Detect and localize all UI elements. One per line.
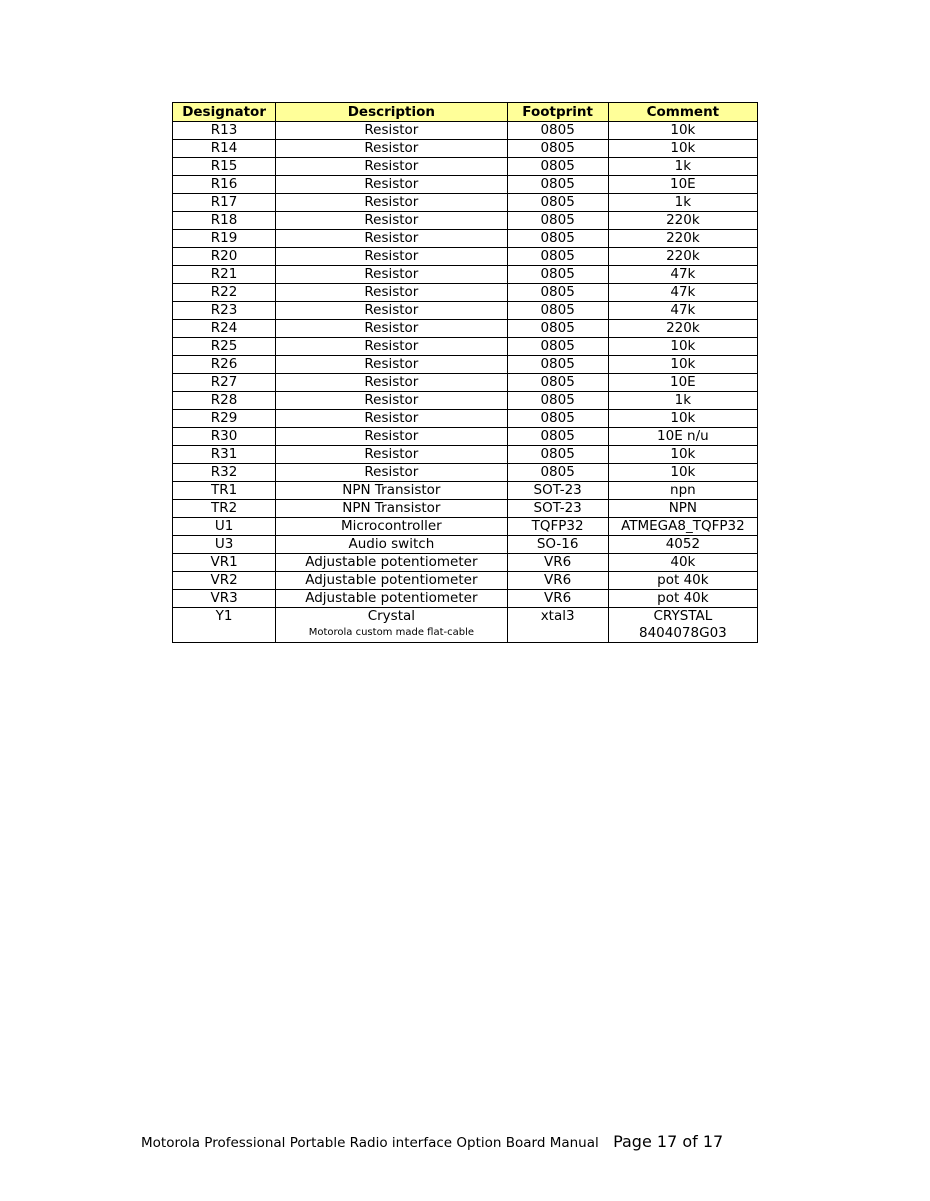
cell-designator: VR3 bbox=[173, 590, 276, 608]
cell-description: Audio switch bbox=[276, 536, 507, 554]
cell-designator: R19 bbox=[173, 230, 276, 248]
table-row bbox=[173, 338, 758, 356]
cell-description: Resistor bbox=[276, 194, 507, 212]
cell-comment: 10k bbox=[608, 140, 757, 158]
cell-comment: 4052 bbox=[608, 536, 757, 554]
cell-footprint: xtal3 bbox=[507, 608, 608, 643]
cell-designator: R18 bbox=[173, 212, 276, 230]
header-comment: Comment bbox=[608, 103, 757, 122]
cell-footprint: 0805 bbox=[507, 266, 608, 284]
cell-footprint: 0805 bbox=[507, 212, 608, 230]
page-number: Page 17 of 17 bbox=[613, 1132, 724, 1151]
bom-table bbox=[172, 102, 758, 643]
cell-description: Resistor bbox=[276, 356, 507, 374]
cell-comment: 10E bbox=[608, 176, 757, 194]
cell-designator: VR2 bbox=[173, 572, 276, 590]
cell-footprint: 0805 bbox=[507, 248, 608, 266]
cell-footprint: 0805 bbox=[507, 374, 608, 392]
cell-description: Resistor bbox=[276, 140, 507, 158]
cell-description: Resistor bbox=[276, 212, 507, 230]
table-row bbox=[173, 446, 758, 464]
cell-designator: R24 bbox=[173, 320, 276, 338]
cell-footprint: 0805 bbox=[507, 158, 608, 176]
cell-description: Resistor bbox=[276, 230, 507, 248]
crystal-comment-line1: CRYSTAL bbox=[653, 608, 713, 624]
cell-description: Adjustable potentiometer bbox=[276, 572, 507, 590]
cell-designator: R32 bbox=[173, 464, 276, 482]
cell-designator: TR2 bbox=[173, 500, 276, 518]
cell-footprint: 0805 bbox=[507, 194, 608, 212]
cell-designator: R21 bbox=[173, 266, 276, 284]
header-footprint: Footprint bbox=[507, 103, 608, 122]
cell-comment: 10E n/u bbox=[608, 428, 757, 446]
cell-designator: TR1 bbox=[173, 482, 276, 500]
cell-description: Resistor bbox=[276, 122, 507, 140]
crystal-comment-line2: 8404078G03 bbox=[638, 625, 727, 641]
cell-description: Resistor bbox=[276, 392, 507, 410]
cell-footprint: VR6 bbox=[507, 572, 608, 590]
cell-description: Resistor bbox=[276, 320, 507, 338]
cell-description: Resistor bbox=[276, 446, 507, 464]
cell-designator: R16 bbox=[173, 176, 276, 194]
cell-comment: 220k bbox=[608, 248, 757, 266]
cell-description: NPN Transistor bbox=[276, 500, 507, 518]
cell-designator: R14 bbox=[173, 140, 276, 158]
cell-description: Microcontroller bbox=[276, 518, 507, 536]
table-header-row bbox=[173, 103, 758, 122]
flat-cable-note: Motorola custom made flat-cable bbox=[308, 627, 475, 638]
cell-designator: Y1 bbox=[173, 608, 276, 643]
cell-comment: 47k bbox=[608, 302, 757, 320]
table-row bbox=[173, 248, 758, 266]
cell-designator: R31 bbox=[173, 446, 276, 464]
cell-comment: 10k bbox=[608, 122, 757, 140]
cell-designator: U3 bbox=[173, 536, 276, 554]
cell-description: Resistor bbox=[276, 248, 507, 266]
table-row bbox=[173, 122, 758, 140]
cell-designator: R28 bbox=[173, 392, 276, 410]
table-row bbox=[173, 374, 758, 392]
cell-description: Resistor bbox=[276, 176, 507, 194]
header-description: Description bbox=[276, 103, 507, 122]
cell-designator: R27 bbox=[173, 374, 276, 392]
cell-footprint: 0805 bbox=[507, 356, 608, 374]
header-designator: Designator bbox=[173, 103, 276, 122]
table-row bbox=[173, 356, 758, 374]
cell-comment: 10k bbox=[608, 410, 757, 428]
cell-designator: U1 bbox=[173, 518, 276, 536]
cell-description: Resistor bbox=[276, 338, 507, 356]
cell-comment: 10k bbox=[608, 464, 757, 482]
cell-designator: R29 bbox=[173, 410, 276, 428]
cell-description: Resistor bbox=[276, 158, 507, 176]
cell-comment: 10k bbox=[608, 446, 757, 464]
cell-comment: npn bbox=[608, 482, 757, 500]
cell-comment: 10k bbox=[608, 356, 757, 374]
table-row bbox=[173, 392, 758, 410]
cell-comment: pot 40k bbox=[608, 572, 757, 590]
cell-comment: 47k bbox=[608, 284, 757, 302]
table-row bbox=[173, 284, 758, 302]
crystal-description: Crystal bbox=[367, 608, 416, 624]
cell-designator: VR1 bbox=[173, 554, 276, 572]
cell-comment: 1k bbox=[608, 392, 757, 410]
cell-designator: R22 bbox=[173, 284, 276, 302]
cell-designator: R17 bbox=[173, 194, 276, 212]
cell-description: NPN Transistor bbox=[276, 482, 507, 500]
cell-designator: R20 bbox=[173, 248, 276, 266]
cell-comment: 220k bbox=[608, 212, 757, 230]
table-row bbox=[173, 212, 758, 230]
cell-description: Resistor bbox=[276, 410, 507, 428]
cell-footprint: 0805 bbox=[507, 428, 608, 446]
cell-description: Resistor bbox=[276, 428, 507, 446]
table-row bbox=[173, 176, 758, 194]
cell-footprint: 0805 bbox=[507, 410, 608, 428]
cell-footprint: SOT-23 bbox=[507, 500, 608, 518]
cell-footprint: 0805 bbox=[507, 302, 608, 320]
cell-comment: 220k bbox=[608, 320, 757, 338]
cell-comment: 1k bbox=[608, 158, 757, 176]
cell-description: Adjustable potentiometer bbox=[276, 590, 507, 608]
cell-comment: 1k bbox=[608, 194, 757, 212]
cell-comment: 10E bbox=[608, 374, 757, 392]
cell-designator: R23 bbox=[173, 302, 276, 320]
cell-comment: 10k bbox=[608, 338, 757, 356]
table-row bbox=[173, 500, 758, 518]
cell-description: Resistor bbox=[276, 266, 507, 284]
cell-comment: 40k bbox=[608, 554, 757, 572]
table-row bbox=[173, 302, 758, 320]
cell-description bbox=[276, 608, 507, 643]
cell-footprint: 0805 bbox=[507, 392, 608, 410]
table-row bbox=[173, 158, 758, 176]
table-row bbox=[173, 536, 758, 554]
cell-footprint: SOT-23 bbox=[507, 482, 608, 500]
cell-designator: R13 bbox=[173, 122, 276, 140]
cell-designator: R26 bbox=[173, 356, 276, 374]
cell-comment: ATMEGA8_TQFP32 bbox=[608, 518, 757, 536]
table-row bbox=[173, 428, 758, 446]
cell-description: Resistor bbox=[276, 374, 507, 392]
cell-comment: 220k bbox=[608, 230, 757, 248]
page-footer bbox=[141, 1132, 723, 1151]
table-row bbox=[173, 518, 758, 536]
table-row bbox=[173, 320, 758, 338]
cell-designator: R15 bbox=[173, 158, 276, 176]
cell-footprint: SO-16 bbox=[507, 536, 608, 554]
cell-footprint: VR6 bbox=[507, 590, 608, 608]
cell-description: Resistor bbox=[276, 464, 507, 482]
table-row bbox=[173, 590, 758, 608]
table-row bbox=[173, 482, 758, 500]
table-row bbox=[173, 554, 758, 572]
cell-comment bbox=[608, 608, 757, 643]
table-row-crystal bbox=[173, 608, 758, 643]
cell-comment: pot 40k bbox=[608, 590, 757, 608]
cell-footprint: 0805 bbox=[507, 464, 608, 482]
cell-footprint: 0805 bbox=[507, 140, 608, 158]
cell-description: Adjustable potentiometer bbox=[276, 554, 507, 572]
cell-footprint: 0805 bbox=[507, 284, 608, 302]
table-body bbox=[173, 122, 758, 643]
cell-comment: 47k bbox=[608, 266, 757, 284]
cell-designator: R30 bbox=[173, 428, 276, 446]
table-row bbox=[173, 230, 758, 248]
cell-footprint: 0805 bbox=[507, 230, 608, 248]
cell-footprint: 0805 bbox=[507, 122, 608, 140]
table-row bbox=[173, 140, 758, 158]
cell-designator: R25 bbox=[173, 338, 276, 356]
cell-footprint: TQFP32 bbox=[507, 518, 608, 536]
cell-description: Resistor bbox=[276, 302, 507, 320]
cell-footprint: 0805 bbox=[507, 446, 608, 464]
table-row bbox=[173, 194, 758, 212]
cell-footprint: VR6 bbox=[507, 554, 608, 572]
table-row bbox=[173, 266, 758, 284]
cell-footprint: 0805 bbox=[507, 320, 608, 338]
table-row bbox=[173, 572, 758, 590]
manual-title: Motorola Professional Portable Radio interface Option Board Manual bbox=[141, 1135, 599, 1151]
cell-footprint: 0805 bbox=[507, 176, 608, 194]
table-row bbox=[173, 464, 758, 482]
cell-description: Resistor bbox=[276, 284, 507, 302]
table-row bbox=[173, 410, 758, 428]
cell-comment: NPN bbox=[608, 500, 757, 518]
cell-footprint: 0805 bbox=[507, 338, 608, 356]
